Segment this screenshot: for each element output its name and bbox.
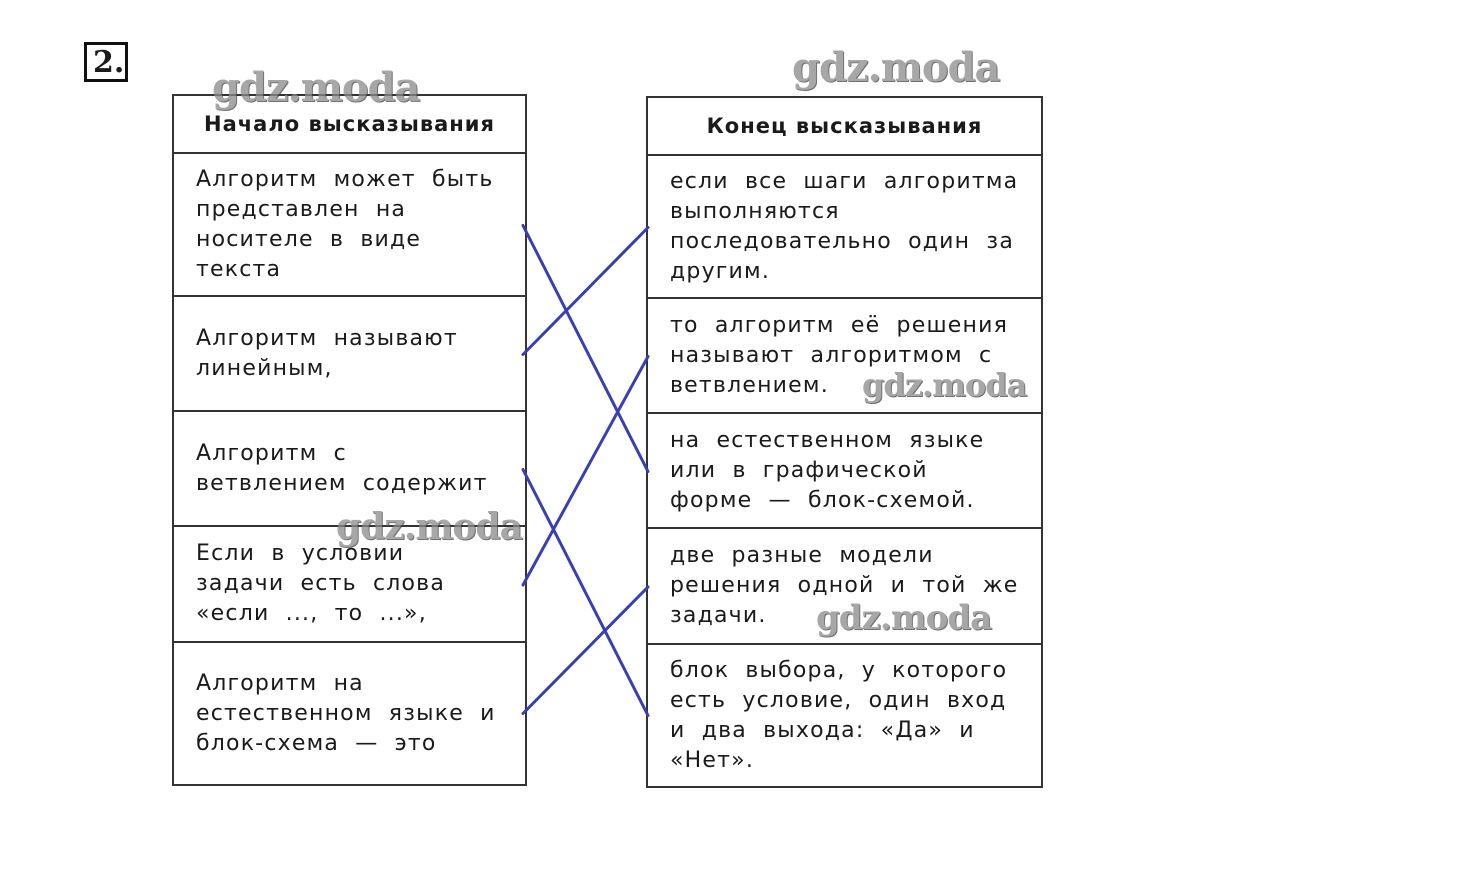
left-row-3-text: Алгоритм с ветвлением содержит — [196, 440, 488, 496]
left-row-4-text: Если в условии задачи есть слова «если ..., то ...», — [196, 541, 446, 626]
right-row-5-text: блок выбора, у которого есть условие, один вход и два выхода: «Да» и «Нет». — [670, 657, 1008, 773]
watermark-1: gdz.moda — [212, 64, 420, 111]
match-line-1 — [523, 226, 648, 472]
right-table-header: Конец высказывания — [648, 98, 1041, 156]
match-line-4 — [523, 357, 648, 586]
left-row-1-text: Алгоритм может быть представлен на носителе в виде текста — [196, 166, 494, 282]
match-line-5 — [523, 587, 648, 714]
watermark-4: gdz.moda — [336, 506, 522, 548]
right-row-4-text: две разные модели решения одной и той же задачи. — [670, 543, 1019, 628]
watermark-5: gdz.moda — [816, 598, 992, 638]
task-number: 2. — [84, 42, 128, 82]
watermark-2: gdz.moda — [792, 44, 1000, 91]
left-table-header: Начало высказывания — [174, 96, 525, 154]
right-row-3-text: на естественном языке или в графической форме — блок-схемой. — [670, 427, 985, 513]
match-line-3 — [523, 470, 648, 716]
left-row-2-text: Алгоритм называют линейным, — [196, 325, 458, 381]
watermark-3: gdz.moda — [862, 366, 1027, 404]
right-row-1-text: если все шаги алгоритма выполняются последовательно один за другим. — [670, 168, 1019, 284]
left-row-5-text: Алгоритм на естественном языке и блок-схема — это — [196, 670, 496, 756]
right-row-2-text: то алгоритм её решения называют алгоритмом с ветвлением. — [670, 312, 1009, 398]
match-line-2 — [523, 228, 648, 355]
